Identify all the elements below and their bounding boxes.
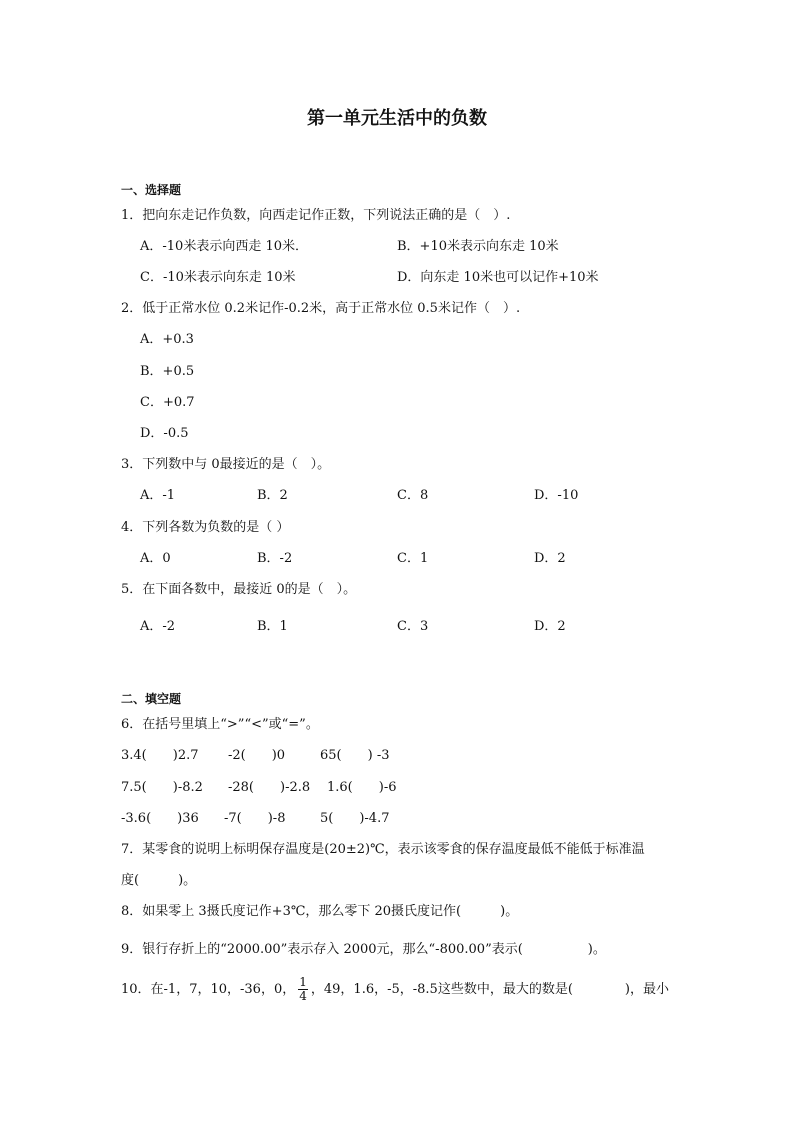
question-2-option-b: B．+0.5	[140, 364, 195, 379]
fraction-denominator: 4	[299, 989, 307, 1003]
question-6-item: 7.5( )-8.2	[121, 780, 203, 795]
question-6-item: -3.6( )36	[121, 811, 199, 826]
question-5-option-b: B．1	[257, 619, 288, 634]
question-4-option-d: D．2	[534, 551, 566, 566]
question-1-option-b: B．+10米表示向东走 10米	[397, 239, 559, 254]
question-1-option-c: C．-10米表示向东走 10米	[140, 270, 296, 285]
question-1-option-d: D．向东走 10米也可以记作+10米	[397, 270, 599, 285]
question-8-stem: 8．如果零上 3摄氏度记作+3℃，那么零下 20摄氏度记作( )。	[121, 904, 519, 919]
question-6-stem: 6．在括号里填上“>”“<”或“=”。	[121, 717, 319, 732]
question-5-option-d: D．2	[534, 619, 566, 634]
question-2-option-d: D．-0.5	[140, 426, 189, 441]
question-5-stem: 5．在下面各数中，最接近 0的是（ ）。	[121, 582, 357, 597]
question-4-option-b: B．-2	[257, 551, 293, 566]
question-6-item: 1.6( )-6	[327, 780, 397, 795]
question-3-option-b: B．2	[257, 488, 288, 503]
question-4-option-a: A．0	[140, 551, 171, 566]
fraction-numerator: 1	[299, 975, 307, 989]
question-1-option-a: A．-10米表示向西走 10米．	[140, 239, 308, 254]
section-heading-choice: 一、选择题	[121, 183, 182, 197]
question-3-option-c: C．8	[397, 488, 429, 503]
question-6-item: 65( ) -3	[320, 748, 390, 763]
question-6-item: 5( )-4.7	[320, 811, 390, 826]
question-6-item: -28( )-2.8	[228, 780, 311, 795]
question-3-option-a: A．-1	[140, 488, 176, 503]
section-heading-fill: 二、填空题	[121, 692, 182, 706]
question-9-stem: 9．银行存折上的“2000.00”表示存入 2000元，那么“-800.00”表示( )。	[121, 942, 606, 957]
fraction-one-quarter	[298, 976, 308, 1003]
question-7-line-1: 7．某零食的说明上标明保存温度是(20±2)℃，表示该零食的保存温度最低不能低于标准温	[121, 842, 645, 857]
question-5-option-a: A．-2	[140, 619, 176, 634]
question-5-option-c: C．3	[397, 619, 429, 634]
question-1-stem: 1．把向东走记作负数，向西走记作正数，下列说法正确的是（ ）.	[121, 208, 511, 223]
question-10-stem	[121, 975, 669, 1005]
question-4-stem: 4．下列各数为负数的是（ ）	[121, 520, 290, 535]
question-3-option-d: D．-10	[534, 488, 579, 503]
question-10-after: ，49，1.6，-5，-8.5这些数中，最大的数是( )，最小	[310, 982, 669, 997]
question-2-option-c: C．+0.7	[140, 395, 195, 410]
question-2-stem: 2．低于正常水位 0.2米记作-0.2米，高于正常水位 0.5米记作（ ）.	[121, 301, 521, 316]
question-3-stem: 3．下列数中与 0最接近的是（ ）。	[121, 457, 331, 472]
question-2-option-a: A．+0.3	[140, 332, 194, 347]
question-4-option-c: C．1	[397, 551, 429, 566]
question-6-item: -7( )-8	[224, 811, 286, 826]
question-10-before: 10．在-1，7，10，-36，0，	[121, 982, 296, 997]
question-6-item: -2( )0	[228, 748, 286, 763]
question-7-line-2: 度( )。	[121, 873, 197, 888]
question-6-item: 3.4( )2.7	[121, 748, 199, 763]
page-title: 第一单元生活中的负数	[307, 108, 487, 129]
